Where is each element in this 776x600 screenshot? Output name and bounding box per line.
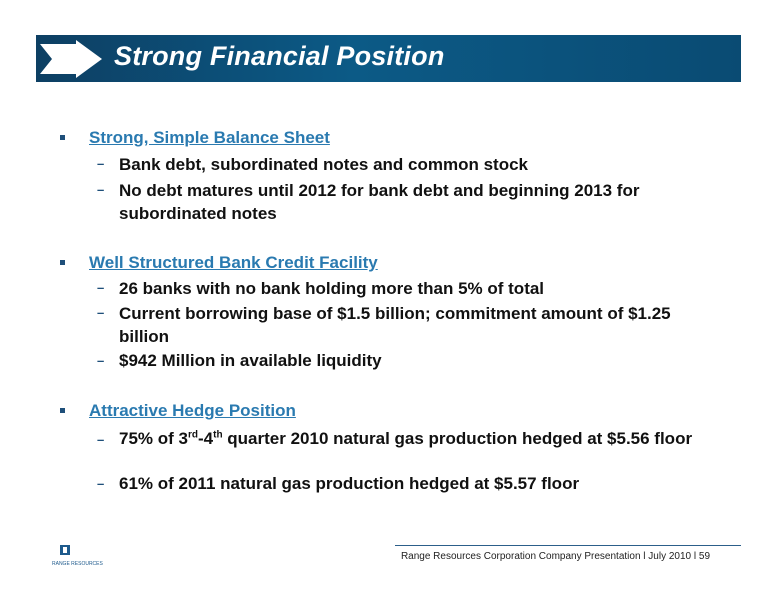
list-item: 26 banks with no bank holding more than 5% of total [119,279,545,298]
item-dash: – [97,156,105,171]
footer-text: Range Resources Corporation Company Presentation l July 2010 l 59 [400,551,710,562]
item-text: 75% of 3 [119,429,188,448]
item-dash: – [97,280,105,295]
footer-rule [395,545,741,546]
item-dash: – [97,353,105,368]
logo-text: RANGE RESOURCES [52,561,103,567]
item-superscript: th [213,429,223,441]
list-item [119,427,704,450]
section-bullet [60,408,65,413]
item-dash: – [97,182,105,197]
list-item: Bank debt, subordinated notes and common stock [119,155,528,174]
page-title: Strong Financial Position [114,41,445,71]
list-item: Current borrowing base of $1.5 billion; commitment amount of $1.25 billion [119,304,671,346]
item-superscript: rd [187,429,198,441]
section-bullet [60,135,65,140]
item-dash: – [97,476,105,491]
section-bullet [60,260,65,265]
item-text: -4 [197,429,214,448]
section-heading: Strong, Simple Balance Sheet [89,128,330,147]
company-logo [52,545,112,572]
item-dash: – [97,432,105,447]
section-heading: Well Structured Bank Credit Facility [89,253,378,272]
list-item: $942 Million in available liquidity [119,351,382,370]
list-item: 61% of 2011 natural gas production hedged at $5.57 floor [119,474,580,493]
arrow-icon [40,40,102,78]
list-item: No debt matures until 2012 for bank debt and beginning 2013 for subordinated notes [119,181,640,223]
item-text: quarter 2010 natural gas production hedged at $5.56 floor [222,429,693,448]
item-dash: – [97,305,105,320]
section-heading: Attractive Hedge Position [89,401,296,420]
